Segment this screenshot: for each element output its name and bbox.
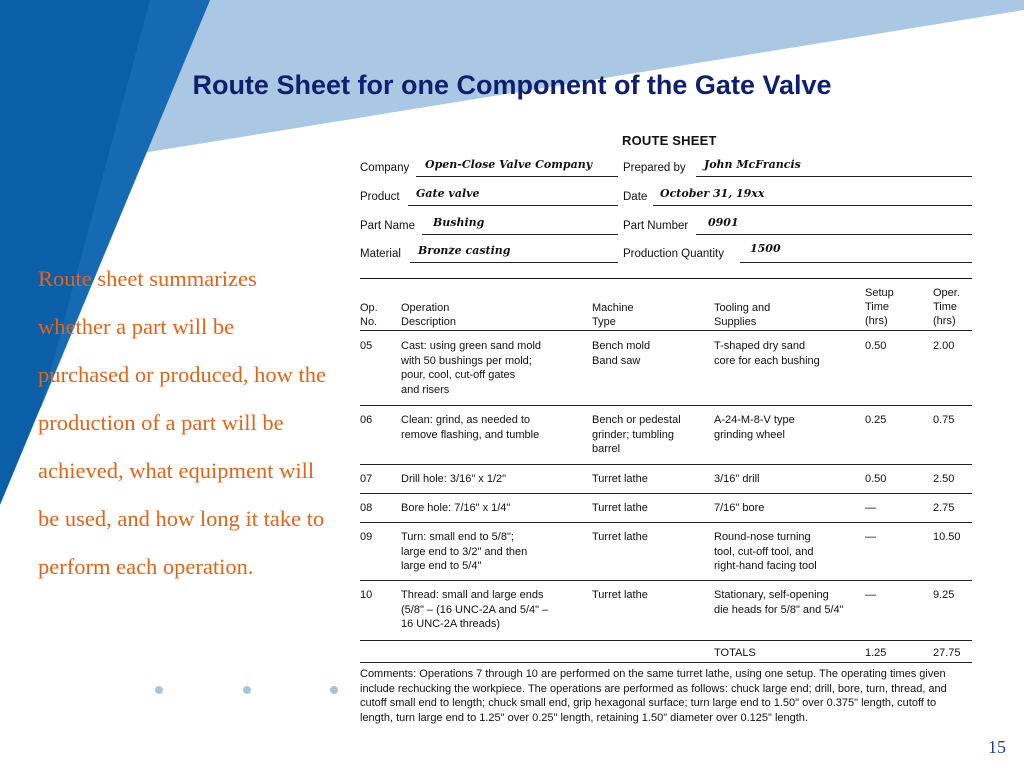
row-rule <box>360 522 972 523</box>
row-09-tooling: Round-nose turning tool, cut-off tool, and right-hand facing tool <box>714 531 817 572</box>
row-07-oper: 2.50 <box>933 473 955 485</box>
date-line <box>653 205 972 206</box>
row-05-description: Cast: using green sand mold with 50 bushings per mold; pour, cool, cut-off gates and risers <box>401 340 542 396</box>
row-07-tooling: 3/16" drill <box>714 473 760 485</box>
row-09-op: 09 <box>360 531 373 543</box>
row-08-machine: Turret lathe <box>592 502 648 514</box>
material-value: Bronze casting <box>418 244 511 257</box>
row-08-description: Bore hole: 7/16" x 1/4" <box>401 502 511 514</box>
part-name-value: Bushing <box>433 216 485 229</box>
header-top-rule <box>360 278 972 279</box>
row-05-op: 05 <box>360 340 373 352</box>
part-number-line <box>696 234 972 235</box>
row-10-op: 10 <box>360 589 373 601</box>
part-number-value: 0901 <box>708 216 739 229</box>
col-header-tooling: Tooling and Supplies <box>714 302 771 328</box>
totals-label: TOTALS <box>714 647 756 659</box>
production-quantity-value: 1500 <box>750 242 781 255</box>
row-10-machine: Turret lathe <box>592 589 648 601</box>
product-line <box>408 205 618 206</box>
totals-rule <box>360 662 972 663</box>
row-rule <box>360 493 972 494</box>
row-07-description: Drill hole: 3/16" x 1/2" <box>401 473 507 485</box>
row-rule <box>360 464 972 465</box>
row-06-description: Clean: grind, as needed to remove flashing, and tumble <box>401 414 540 441</box>
row-09-setup: — <box>865 531 876 543</box>
row-10-tooling: Stationary, self-opening die heads for 5/8" and 5/4" <box>714 589 844 616</box>
company-line <box>416 176 618 177</box>
material-label: Material <box>360 248 401 260</box>
row-09-machine: Turret lathe <box>592 531 648 543</box>
row-rule <box>360 580 972 581</box>
part-name-label: Part Name <box>360 220 415 232</box>
route-sheet-title: ROUTE SHEET <box>622 133 717 148</box>
row-rule <box>360 640 972 641</box>
page-number: 15 <box>988 737 1006 757</box>
slide-title: Route Sheet for one Component of the Gate Valve <box>192 70 832 100</box>
row-08-oper: 2.75 <box>933 502 955 514</box>
row-05-machine: Bench mold Band saw <box>592 340 651 367</box>
dot <box>155 686 163 694</box>
row-10-description: Thread: small and large ends (5/8" – (16 UNC-2A and 5/4" – 16 UNC-2A threads) <box>401 589 549 630</box>
totals-setup: 1.25 <box>865 647 887 659</box>
production-quantity-label: Production Quantity <box>623 248 725 260</box>
prepared-by-value: John McFrancis <box>704 158 801 171</box>
part-number-label: Part Number <box>623 220 689 232</box>
row-07-machine: Turret lathe <box>592 473 648 485</box>
col-header-setup: Setup Time (hrs) <box>865 287 894 327</box>
side-description: Route sheet summarizes whether a part will be purchased or produced, how the production of a part will be achieved, what equipment will be used, and how long it take to perform each operation. <box>38 266 327 579</box>
route-sheet <box>360 130 972 745</box>
row-07-op: 07 <box>360 473 373 485</box>
row-08-tooling: 7/16" bore <box>714 502 765 514</box>
row-10-oper: 9.25 <box>933 589 955 601</box>
comments: Comments: Operations 7 through 10 are performed on the same turret lathe, using one setup. The operating times given include rechucking the workpiece. The operations are performed as follows: chuck large end; drill, bore, turn, thread, and cutoff small end to length; chuck small end, grip hexagonal surface; turn large end to 1.50" over 0.375" length, cutoff to length, turn large end to 1.25" over 0.25" length, retaining 1.50" diameter over 0.125" length. <box>360 668 947 724</box>
row-10-setup: — <box>865 589 876 601</box>
dot <box>243 686 251 694</box>
dot <box>330 686 338 694</box>
company-value: Open-Close Valve Company <box>425 158 593 171</box>
col-header-oper: Oper. Time (hrs) <box>933 287 960 327</box>
product-label: Product <box>360 191 400 203</box>
date-label: Date <box>623 191 648 203</box>
product-value: Gate valve <box>416 187 480 200</box>
row-08-op: 08 <box>360 502 373 514</box>
col-header-op-no: Op. No. <box>360 302 378 328</box>
production-quantity-line <box>740 262 972 263</box>
row-05-setup: 0.50 <box>865 340 887 352</box>
row-06-op: 06 <box>360 414 373 426</box>
decorative-dots <box>155 686 345 698</box>
header-bottom-rule <box>360 330 972 331</box>
row-07-setup: 0.50 <box>865 473 887 485</box>
row-06-tooling: A-24-M-8-V type grinding wheel <box>714 414 795 441</box>
row-05-tooling: T-shaped dry sand core for each bushing <box>714 340 820 367</box>
row-09-description: Turn: small end to 5/8"; large end to 3/2" and then large end to 5/4" <box>401 531 528 572</box>
row-09-oper: 10.50 <box>933 531 961 543</box>
part-name-line <box>422 234 618 235</box>
row-06-setup: 0.25 <box>865 414 887 426</box>
col-header-machine: Machine Type <box>592 302 634 328</box>
col-header-description: Operation Description <box>401 302 457 328</box>
row-rule <box>360 405 972 406</box>
material-line <box>410 262 618 263</box>
row-08-setup: — <box>865 502 876 514</box>
company-label: Company <box>360 162 410 174</box>
row-06-machine: Bench or pedestal grinder; tumbling barrel <box>592 414 681 455</box>
date-value: October 31, 19xx <box>660 187 765 200</box>
row-06-oper: 0.75 <box>933 414 955 426</box>
row-05-oper: 2.00 <box>933 340 955 352</box>
totals-oper: 27.75 <box>933 647 961 659</box>
prepared-by-line <box>696 176 972 177</box>
prepared-by-label: Prepared by <box>623 162 686 174</box>
